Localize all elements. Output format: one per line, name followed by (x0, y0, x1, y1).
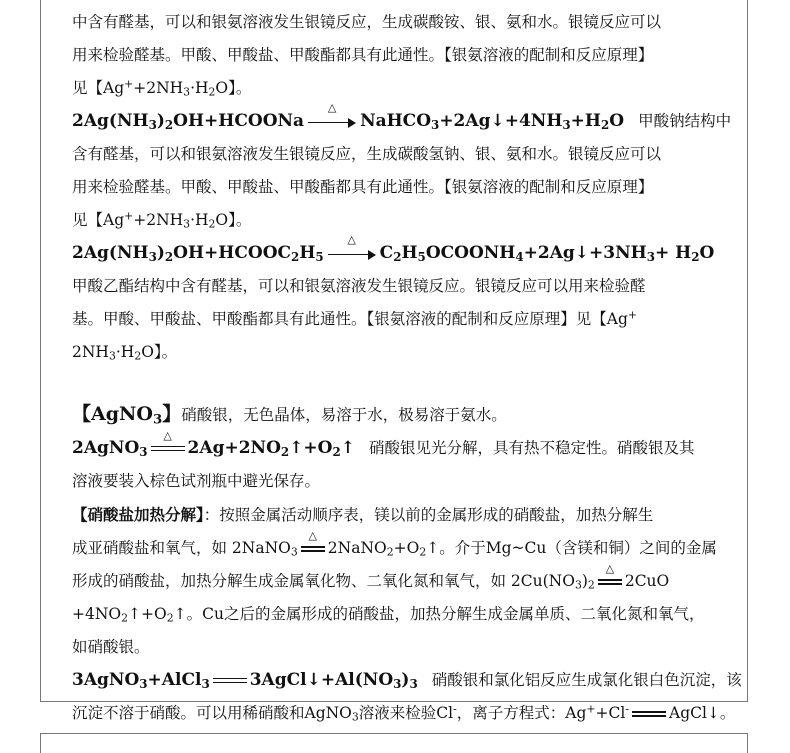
text-line: 含有醛基，可以和银氨溶液发生银镜反应，生成碳酸氢钠、银、氨和水。银镜反应可以 (72, 145, 662, 163)
text-line: 溶液要装入棕色试剂瓶中避光保存。 (72, 472, 321, 490)
text-line: 见【$Ag^++2NH_3\cdot H_2O$】。 (72, 209, 252, 231)
text-line: 成亚硝酸盐和氧气，如 2NaNO$_3$ △ $2NaNO_2+O_2↑$。介于Mg~Cu（含镁和铜）之间的金属 (72, 529, 717, 559)
text-line: 用来检验醛基。甲酸、甲酸盐、甲酸酯都具有此通性。【银氨溶液的配制和反应原理】 (72, 46, 654, 64)
reaction-arrow: △ (328, 249, 376, 259)
document-page (40, 0, 748, 724)
text-line: 沉淀不溶于硝酸。可以用稀硝酸和AgNO$_3$溶液来检验Cl-，离子方程式：Ag++Cl- AgCl↓。 (72, 702, 736, 724)
section-heading-agno3: 【AgNO$_3$】硝酸银，无色晶体，易溶于水，极易溶于氨水。 (72, 403, 507, 428)
text-line: 【硝酸盐加热分解】：按照金属活动顺序表，镁以前的金属形成的硝酸盐，加热分解生 (72, 505, 654, 524)
equals-sign: △ (151, 444, 185, 454)
equation-agno3-alcl3: 3AgNO$_3$+AlCl$_3$ $3AgCl↓+Al(NO_3)_3$ 硝酸银和氯化铝反应生成氯化银白色沉淀，该 (72, 670, 742, 691)
equation-sodium-formate: $2Ag(NH_3)_2OH+HCOONa$ △ $NaHCO_3+2Ag↓+4NH_3+H_2O$ 甲酸钠结构中 (72, 100, 732, 132)
text-line: 用来检验醛基。甲酸、甲酸盐、甲酸酯都具有此通性。【银氨溶液的配制和反应原理】 (72, 178, 654, 196)
section-gap (72, 369, 734, 398)
text-line: $+4NO_2↑+O_2↑$。Cu之后的金属形成的硝酸盐，加热分解生成金属单质、二氧化氮和氧气， (72, 605, 705, 625)
page-content (72, 6, 742, 730)
equals-sign: △ (301, 544, 325, 554)
text-line: $2NH_3\cdot H_2O$】。 (72, 343, 178, 363)
text-line: 甲酸乙酯结构中含有醛基，可以和银氨溶液发生银镜反应。银镜反应可以用来检验醛 (72, 277, 646, 295)
text-line: 中含有醛基，可以和银氨溶液发生银镜反应，生成碳酸铵、银、氨和水。银镜反应可以 (72, 13, 662, 31)
text-line: 如硝酸银。 (72, 638, 150, 656)
reaction-arrow: △ (308, 117, 356, 127)
next-page-edge (40, 733, 748, 753)
equals-sign: △ (598, 577, 622, 587)
equals-sign (632, 709, 666, 719)
equation-ethyl-formate: $2Ag(NH_3)_2OH+HCOOC_2H_5$ △ $C_2H_5OCOONH_4+2Ag↓+3NH_3+ H_2O$ (72, 232, 715, 264)
text-line: 见【$Ag^++2NH_3\cdot H_2O$】。 (72, 77, 252, 99)
text-line: 基。甲酸、甲酸盐、甲酸酯都具有此通性。【银氨溶液的配制和反应原理】见【Ag+ (72, 308, 637, 328)
equation-agno3-decomposition: 2AgNO$_3$ △ $2Ag+2NO_2↑+O_2↑$ 硝酸银见光分解，具有热不稳定性。硝酸银及其 (72, 428, 695, 459)
text-line: 形成的硝酸盐，加热分解生成金属氧化物、二氧化氮和氧气，如 $2Cu(NO_3)_2$ △ 2CuO (72, 562, 670, 592)
equals-sign (213, 676, 247, 686)
